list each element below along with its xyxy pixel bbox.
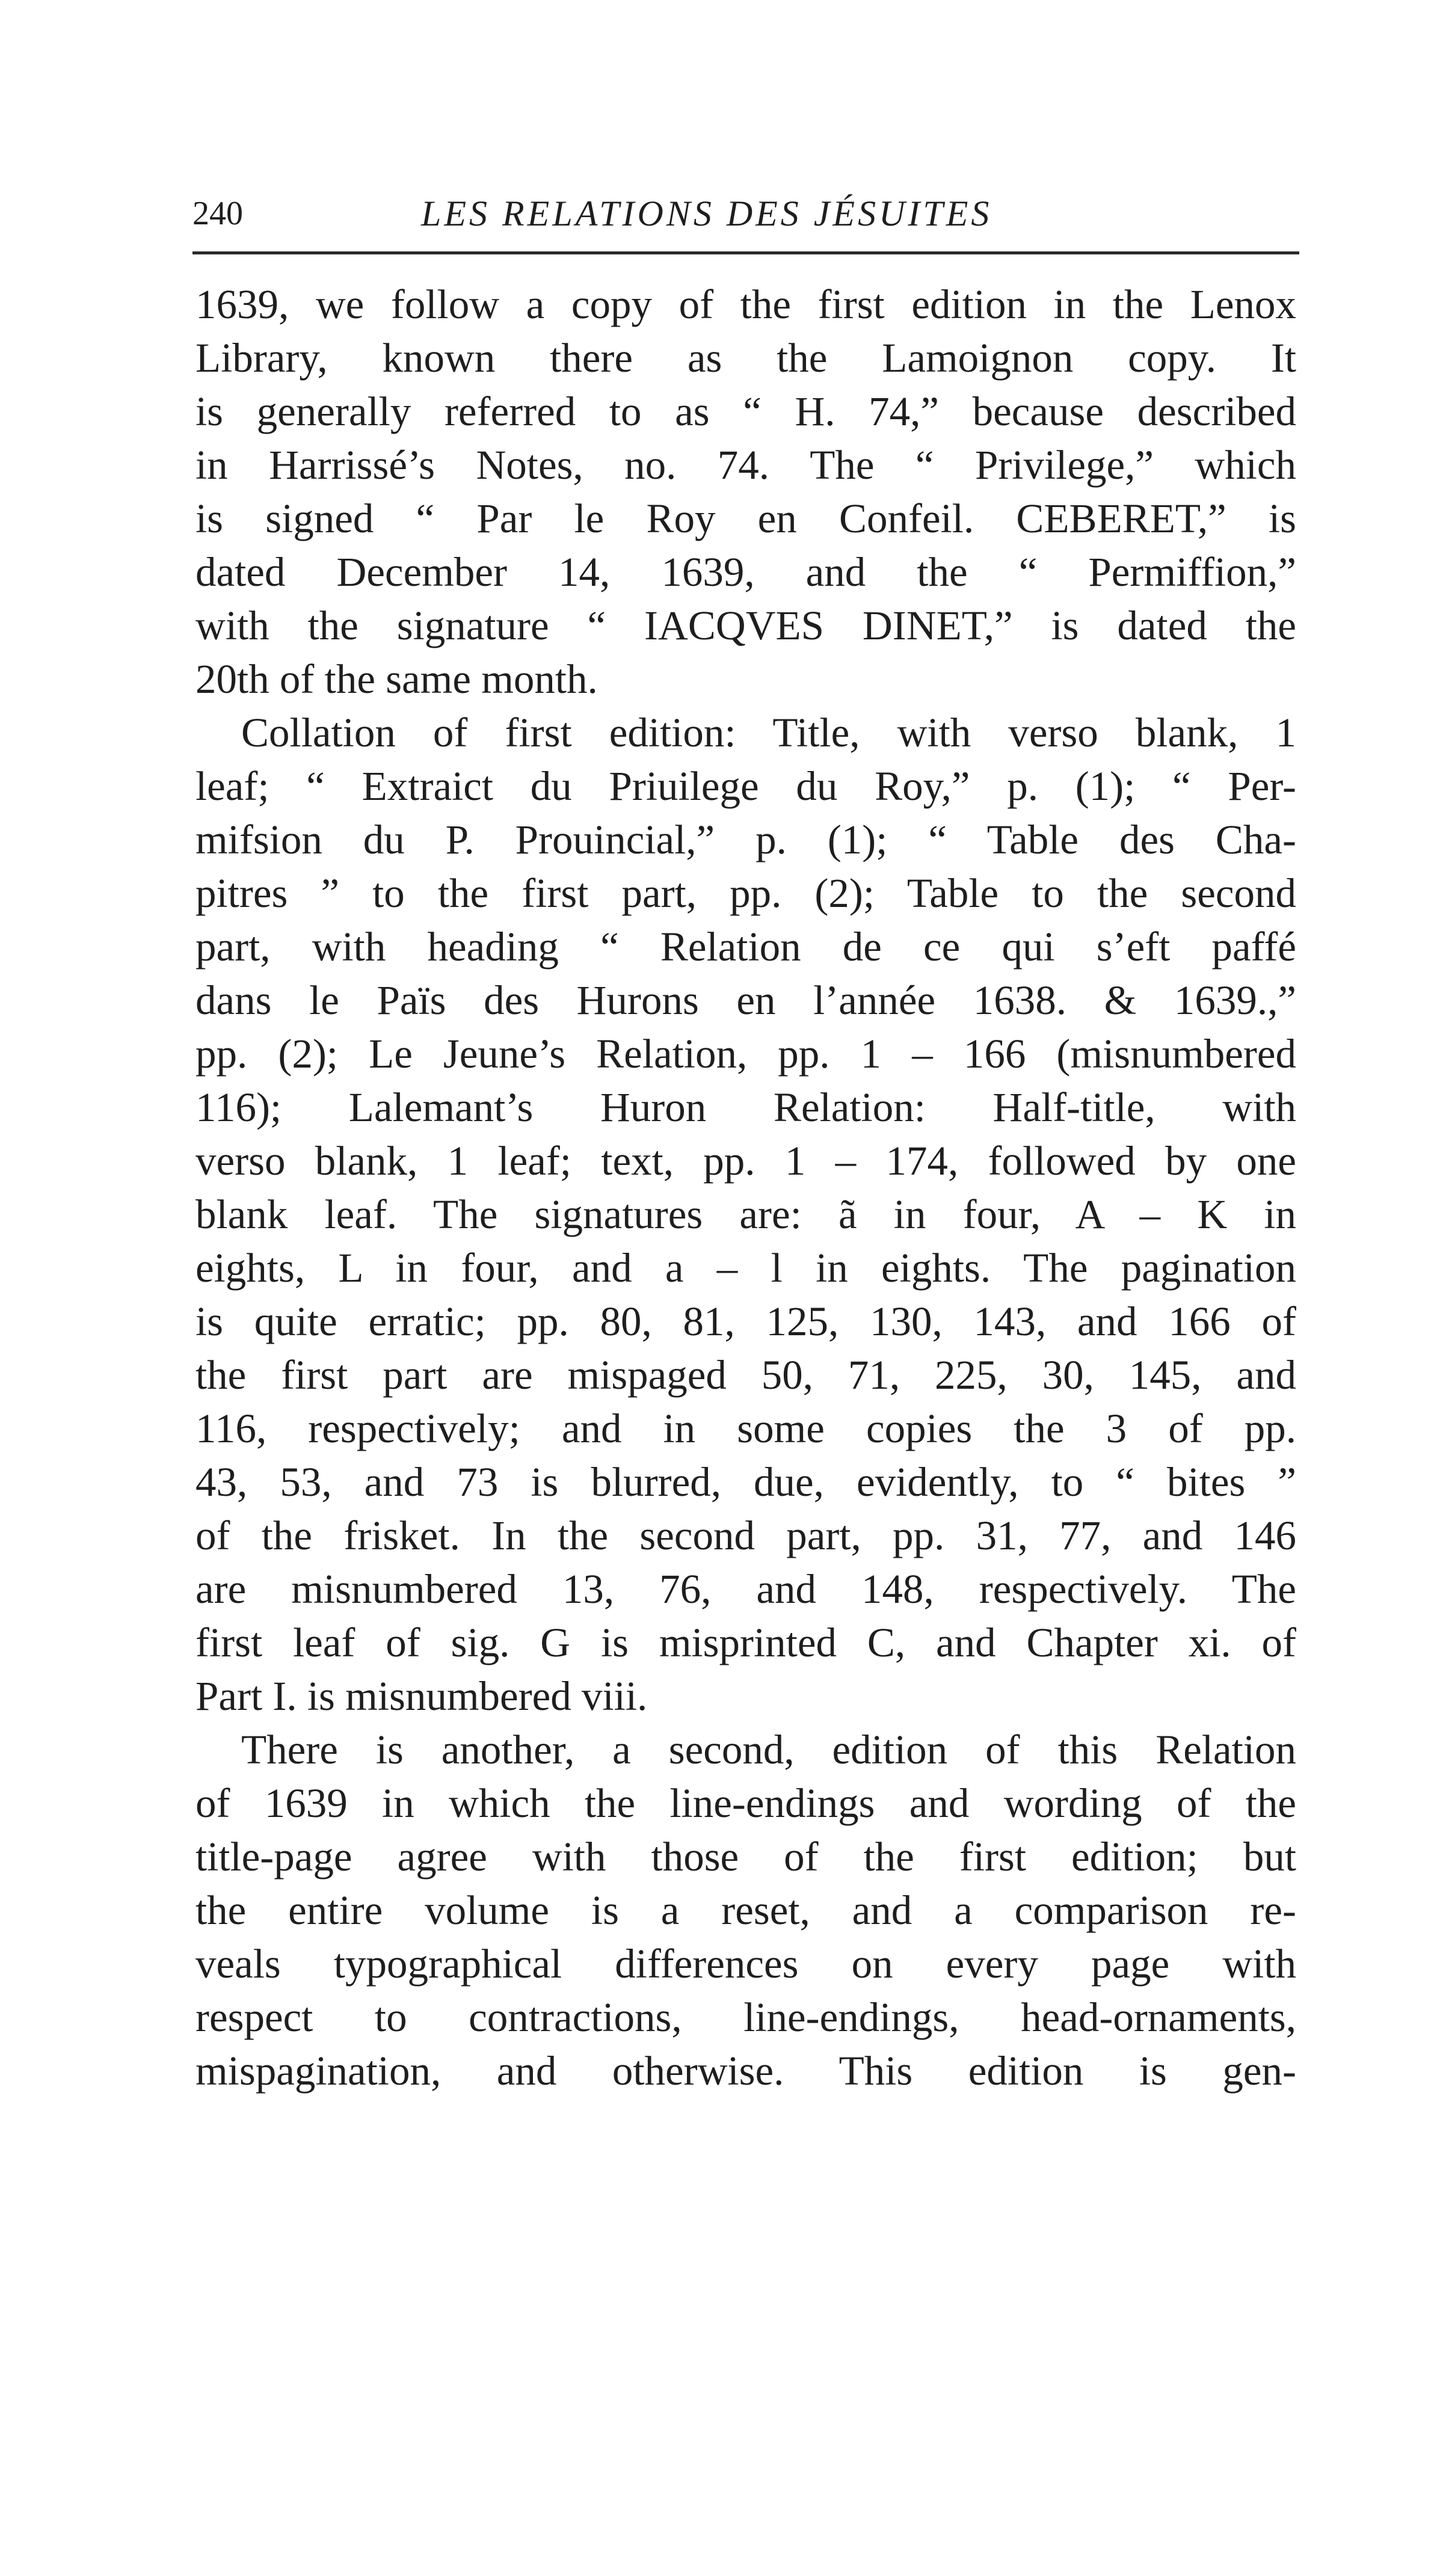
text-line: eights, L in four, and a – l in eights. The pagination: [195, 1245, 1296, 1291]
running-head: LES RELATIONS DES JÉSUITES: [421, 194, 992, 233]
text-line: veals typographical differences on every page with: [195, 1941, 1296, 1987]
text-line: pitres ” to the first part, pp. (2); Table to the second: [195, 870, 1296, 916]
text-line: Collation of first edition: Title, with verso blank, 1: [241, 710, 1296, 755]
text-line: blank leaf. The signatures are: ã in four, A – K in: [195, 1191, 1296, 1237]
text-line: 20th of the same month.: [195, 656, 598, 702]
text-line: leaf; “ Extraict du Priuilege du Roy,” p. (1); “ Per-: [195, 763, 1296, 809]
paragraph-2: [195, 706, 1296, 1723]
text-line: dated December 14, 1639, and the “ Permiffion,”: [195, 549, 1296, 595]
text-line: is signed “ Par le Roy en Confeil. CEBERET,” is: [195, 496, 1296, 541]
text-line: verso blank, 1 leaf; text, pp. 1 – 174, followed by one: [195, 1138, 1296, 1184]
text-line: the first part are mispaged 50, 71, 225, 30, 145, and: [195, 1352, 1296, 1398]
text-line: 116, respectively; and in some copies the 3 of pp.: [195, 1406, 1296, 1451]
paragraph-1: [195, 278, 1296, 706]
text-line: 116); Lalemant’s Huron Relation: Half-title, with: [195, 1084, 1296, 1130]
text-line: mifsion du P. Prouincial,” p. (1); “ Table des Cha-: [195, 817, 1296, 862]
text-line: first leaf of sig. G is misprinted C, and Chapter xi. of: [195, 1620, 1296, 1665]
text-line: the entire volume is a reset, and a comparison re-: [195, 1887, 1296, 1933]
text-line: 1639, we follow a copy of the first edition in the Lenox: [195, 281, 1296, 327]
page-number: 240: [192, 195, 243, 232]
text-line: title-page agree with those of the first edition; but: [195, 1834, 1296, 1880]
text-line: part, with heading “ Relation de ce qui s’eft paffé: [195, 924, 1296, 970]
text-line: dans le Païs des Hurons en l’année 1638. & 1639.,”: [195, 977, 1296, 1023]
text-line: in Harrissé’s Notes, no. 74. The “ Privilege,” which: [195, 442, 1296, 488]
text-line: Library, known there as the Lamoignon copy. It: [195, 335, 1296, 381]
text-line: pp. (2); Le Jeune’s Relation, pp. 1 – 166 (misnumbered: [195, 1031, 1296, 1077]
paragraph-3: [195, 1723, 1296, 2098]
text-line: with the signature “ IACQVES DINET,” is dated the: [195, 603, 1296, 648]
text-line: There is another, a second, edition of this Relation: [241, 1727, 1296, 1772]
text-line: mispagination, and otherwise. This edition is gen-: [195, 2048, 1296, 2094]
text-line: is quite erratic; pp. 80, 81, 125, 130, 143, and 166 of: [195, 1299, 1296, 1344]
text-line: Part I. is misnumbered viii.: [195, 1673, 648, 1719]
header-rule: [192, 251, 1299, 254]
text-line: is generally referred to as “ H. 74,” because described: [195, 389, 1296, 434]
text-line: are misnumbered 13, 76, and 148, respectively. The: [195, 1566, 1296, 1612]
body-text: [195, 278, 1296, 2098]
page-header: [192, 180, 1299, 247]
text-line: respect to contractions, line-endings, head-ornaments,: [195, 1994, 1296, 2040]
text-line: of 1639 in which the line-endings and wording of the: [195, 1780, 1296, 1826]
text-line: of the frisket. In the second part, pp. 31, 77, and 146: [195, 1513, 1296, 1558]
text-line: 43, 53, and 73 is blurred, due, evidently, to “ bites ”: [195, 1459, 1296, 1505]
